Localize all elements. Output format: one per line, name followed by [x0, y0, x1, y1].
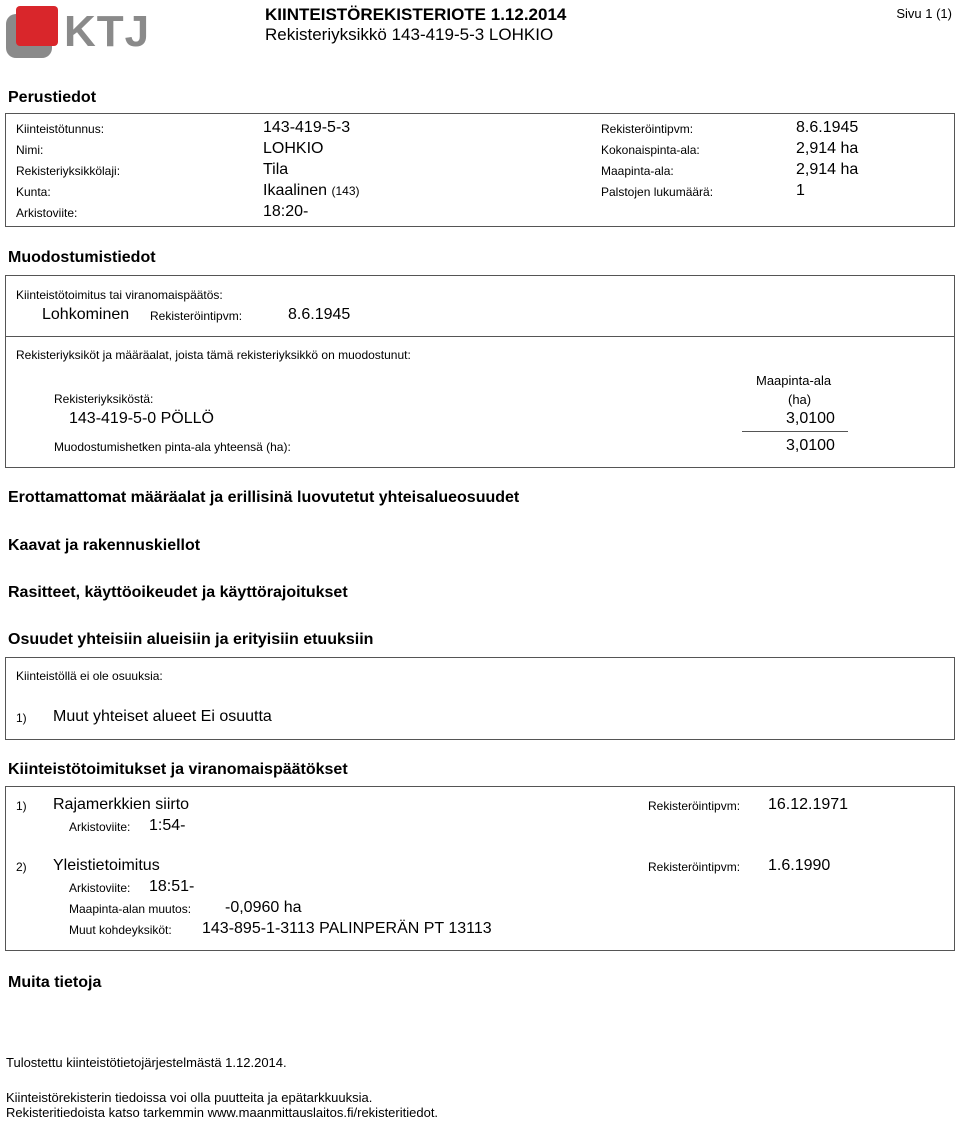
- value-kiinteistotunnus: 143-419-5-3: [263, 119, 351, 136]
- label-kokonaispinta-ala: Kokonaispinta-ala:: [601, 143, 700, 157]
- origin-label: Rekisteriyksiköt ja määräalat, joista tämä rekisteriyksikkö on muodostunut:: [16, 348, 411, 362]
- toimitukset-box: [5, 786, 955, 951]
- value-kunta: [263, 182, 360, 200]
- toimitus-2-kohde-label: Muut kohdeyksiköt:: [69, 923, 172, 937]
- osuudet-item-text: Muut yhteiset alueet Ei osuutta: [53, 708, 272, 725]
- toimitus-2-arkisto-value: 18:51-: [149, 878, 195, 895]
- value-arkistoviite: 18:20-: [263, 203, 309, 220]
- toimitus-2-name: Yleistietoimitus: [53, 857, 160, 874]
- toimitus-2-rek-value: 1.6.1990: [768, 857, 831, 874]
- toimitus-rek-value: 8.6.1945: [288, 306, 351, 323]
- value-rekisteriyksikkolaji: Tila: [263, 161, 289, 178]
- label-rekisteriyksikkolaji: Rekisteriyksikkölaji:: [16, 164, 121, 178]
- toimitus-2-rek-label: Rekisteröintipvm:: [648, 860, 741, 874]
- from-value: 143-419-5-0 PÖLLÖ: [69, 410, 214, 427]
- perustiedot-box: [5, 113, 955, 227]
- osuudet-intro: Kiinteistöllä ei ole osuuksia:: [16, 669, 163, 683]
- toimitus-2-muutos-label: Maapinta-alan muutos:: [69, 902, 192, 916]
- col-header-ha: (ha): [788, 392, 812, 407]
- toimitus-1-name: Rajamerkkien siirto: [53, 796, 190, 813]
- osuudet-heading: Osuudet yhteisiin alueisiin ja erityisiin etuuksiin: [8, 631, 374, 648]
- footer-more-info: Rekisteritiedoista katso tarkemmin www.maanmittauslaitos.fi/rekisteritiedot.: [6, 1105, 439, 1120]
- value-nimi: LOHKIO: [263, 140, 324, 157]
- muodostumis-divider: [6, 336, 954, 337]
- perustiedot-heading: Perustiedot: [8, 89, 97, 106]
- osuudet-item-number: 1): [16, 711, 27, 725]
- label-nimi: Nimi:: [16, 143, 44, 157]
- toimitus-2-number: 2): [16, 860, 27, 874]
- footer-printed: Tulostettu kiinteistötietojärjestelmästä 1.12.2014.: [6, 1055, 287, 1070]
- document-subtitle: Rekisteriyksikkö 143-419-5-3 LOHKIO: [265, 25, 554, 44]
- toimitus-1-rek-value: 16.12.1971: [768, 796, 849, 813]
- label-maapinta-ala: Maapinta-ala:: [601, 164, 674, 178]
- toimitus-label: Kiinteistötoimitus tai viranomaispäätös:: [16, 288, 223, 302]
- label-kiinteistotunnus: Kiinteistötunnus:: [16, 122, 105, 136]
- toimitus-1-arkisto-value: 1:54-: [149, 817, 186, 834]
- toimitus-2-kohde-value: 143-895-1-3113 PALINPERÄN PT 13113: [202, 920, 492, 937]
- footer-disclaimer: Kiinteistörekisterin tiedoissa voi olla puutteita ja epätarkkuuksia.: [6, 1090, 373, 1105]
- ktj-logo: [6, 6, 151, 58]
- toimitukset-heading: Kiinteistötoimitukset ja viranomaispäätökset: [8, 761, 348, 778]
- label-palstojen-lukumaara: Palstojen lukumäärä:: [601, 185, 714, 199]
- toimitus-1-number: 1): [16, 799, 27, 813]
- label-kunta: Kunta:: [16, 185, 51, 199]
- document-title: KIINTEISTÖREKISTERIOTE 1.12.2014: [265, 5, 567, 24]
- value-kunta-name: Ikaalinen: [263, 182, 328, 199]
- logo-text: KTJ: [64, 7, 151, 56]
- toimitus-rek-label: Rekisteröintipvm:: [150, 309, 243, 323]
- col-header-maapinta-ala: Maapinta-ala: [756, 373, 832, 388]
- kaavat-heading: Kaavat ja rakennuskiellot: [8, 537, 201, 554]
- value-kunta-code: (143): [331, 184, 360, 198]
- value-rekisterointipvm: 8.6.1945: [796, 119, 859, 136]
- total-label: Muodostumishetken pinta-ala yhteensä (ha):: [54, 440, 291, 454]
- muodostumistiedot-heading: Muodostumistiedot: [8, 249, 156, 266]
- muodostumistiedot-box: [5, 275, 955, 468]
- erottamattomat-heading: Erottamattomat määräalat ja erillisinä luovutetut yhteisalueosuudet: [8, 489, 520, 506]
- muita-tietoja-heading: Muita tietoja: [8, 974, 102, 991]
- toimitus-2-arkisto-label: Arkistoviite:: [69, 881, 131, 895]
- total-value: 3,0100: [786, 437, 835, 454]
- toimitus-1-arkisto-label: Arkistoviite:: [69, 820, 131, 834]
- osuudet-box: [5, 657, 955, 740]
- value-palstojen-lukumaara: 1: [796, 182, 805, 199]
- from-label: Rekisteriyksiköstä:: [54, 392, 154, 406]
- toimitus-1-rek-label: Rekisteröintipvm:: [648, 799, 741, 813]
- label-rekisterointipvm: Rekisteröintipvm:: [601, 122, 694, 136]
- sum-line: [742, 431, 848, 432]
- value-maapinta-ala: 2,914 ha: [796, 161, 859, 178]
- value-kokonaispinta-ala: 2,914 ha: [796, 140, 859, 157]
- logo-mark-icon: [6, 6, 58, 58]
- label-arkistoviite: Arkistoviite:: [16, 206, 78, 220]
- toimitus-2-muutos-value: -0,0960 ha: [225, 899, 302, 916]
- page-number: Sivu 1 (1): [896, 6, 952, 21]
- toimitus-value: Lohkominen: [42, 306, 130, 323]
- rasitteet-heading: Rasitteet, käyttöoikeudet ja käyttörajoitukset: [8, 584, 348, 601]
- from-area: 3,0100: [786, 410, 835, 427]
